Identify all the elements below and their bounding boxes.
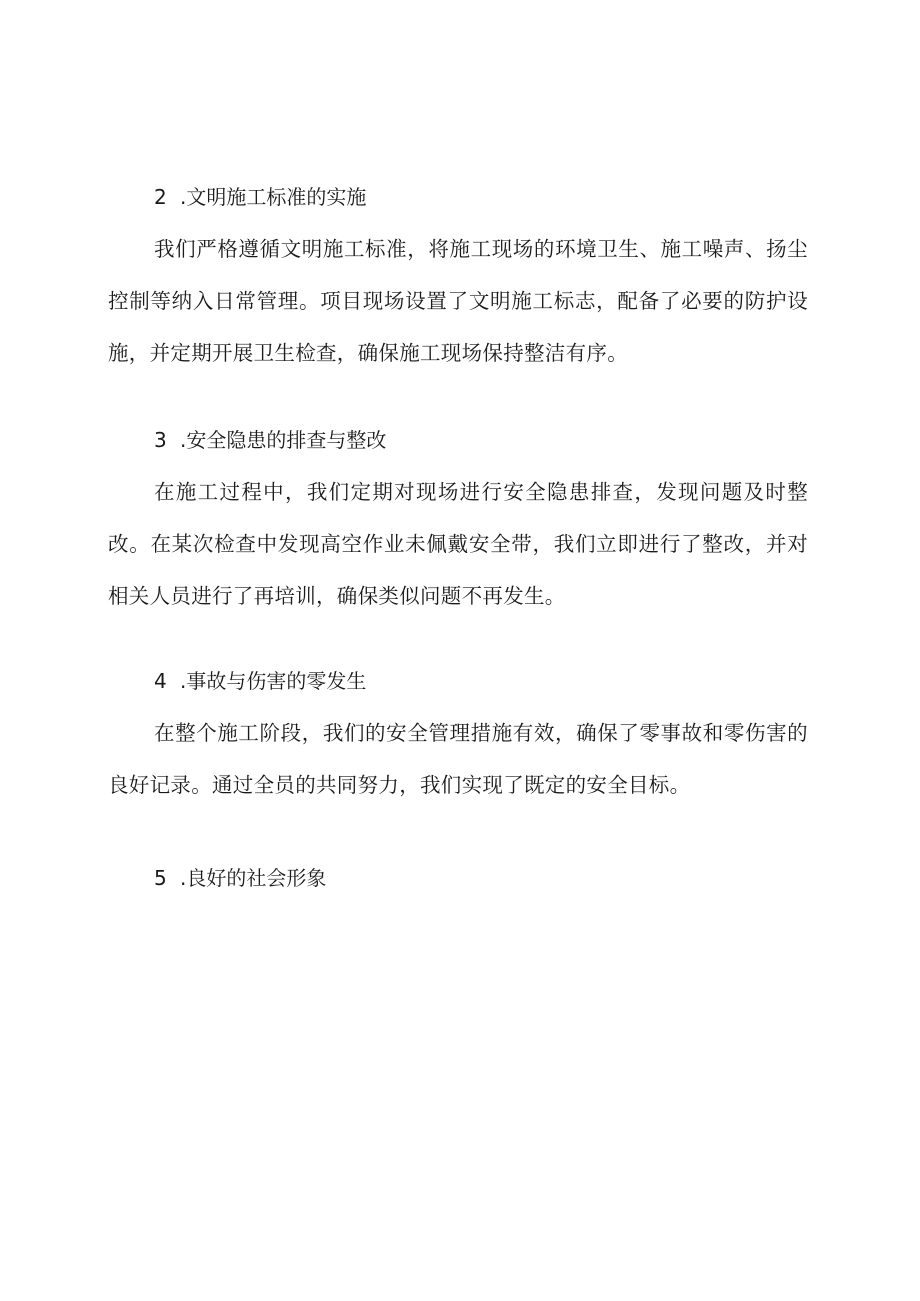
section-social-image: [108, 852, 808, 904]
section-number: 2: [154, 185, 167, 209]
section-title: .文明施工标准的实施: [180, 185, 367, 209]
section-title: .事故与伤害的零发生: [180, 669, 367, 693]
section-number: 3: [154, 428, 167, 452]
section-number: 4: [154, 669, 167, 693]
section-heading: [108, 414, 808, 466]
section-civilized-construction: [108, 171, 808, 379]
section-hazard-inspection: [108, 414, 808, 622]
section-heading: [108, 852, 808, 904]
section-body: 在整个施工阶段，我们的安全管理措施有效，确保了零事故和零伤害的良好记录。通过全员的共同努力，我们实现了既定的安全目标。: [108, 721, 808, 797]
section-title: .安全隐患的排查与整改: [180, 428, 387, 452]
section-number: 5: [154, 866, 167, 890]
section-title: .良好的社会形象: [180, 866, 327, 890]
section-zero-accidents: [108, 655, 808, 811]
section-heading: [108, 655, 808, 707]
section-body: 在施工过程中，我们定期对现场进行安全隐患排查，发现问题及时整改。在某次检查中发现高空作业未佩戴安全带，我们立即进行了整改，并对相关人员进行了再培训，确保类似问题不再发生。: [108, 480, 808, 608]
section-body: 我们严格遵循文明施工标准，将施工现场的环境卫生、施工噪声、扬尘控制等纳入日常管理。项目现场设置了文明施工标志，配备了必要的防护设施，并定期开展卫生检查，确保施工现场保持整洁有序。: [108, 237, 808, 365]
section-heading: [108, 171, 808, 223]
